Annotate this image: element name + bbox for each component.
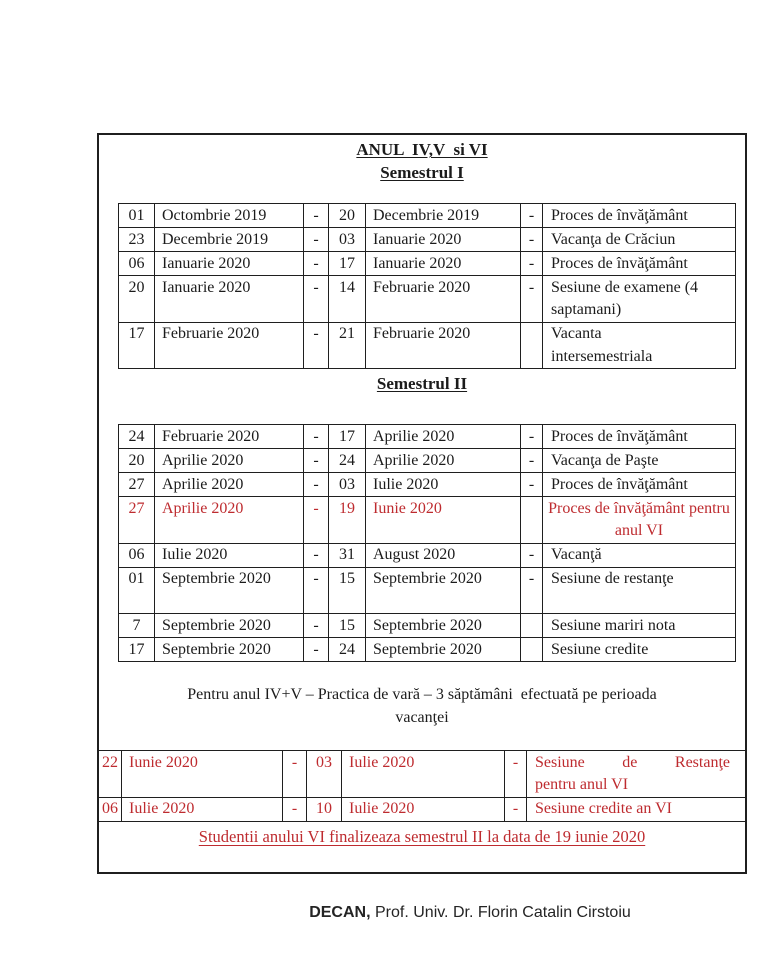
academic-calendar-page [97, 133, 747, 874]
desc-dash-cell: - [521, 473, 543, 496]
semester-1-table [118, 203, 736, 369]
start-month-cell: Aprilie 2020 [155, 473, 304, 496]
range-dash-cell: - [304, 449, 329, 472]
event-description-cell: Proces de învăţământ [551, 427, 688, 445]
start-day-cell: 06 [119, 544, 155, 567]
semester-2-header [99, 369, 745, 424]
end-month-cell: Decembrie 2019 [366, 204, 521, 227]
range-dash-cell: - [304, 228, 329, 251]
desc-dash-cell [521, 323, 543, 369]
end-month-cell: Aprilie 2020 [366, 425, 521, 448]
event-description-line: Sesiune de Restanţe [535, 753, 730, 771]
start-day-cell: 20 [119, 276, 155, 322]
event-description-line: Vacanta [551, 325, 602, 342]
event-description-cell: Sesiune de examene (4 saptamani) [551, 278, 699, 318]
range-dash-cell: - [304, 497, 329, 543]
summer-practice-note [99, 662, 745, 750]
event-description-cell: Sesiune mariri nota [551, 616, 676, 634]
desc-dash-cell: - [505, 751, 527, 797]
end-month-cell: Iulie 2020 [342, 751, 505, 797]
calendar-row [119, 425, 735, 448]
start-day-cell: 06 [119, 252, 155, 275]
range-dash-cell: - [304, 252, 329, 275]
desc-dash-cell [521, 497, 543, 543]
end-month-cell: Februarie 2020 [366, 323, 521, 369]
calendar-row [119, 567, 735, 614]
range-dash-cell: - [304, 614, 329, 637]
end-month-cell: August 2020 [366, 544, 521, 567]
event-description-cell: Sesiune credite [551, 640, 649, 658]
event-description-cell: Sesiune credite an VI [535, 800, 672, 817]
end-month-cell: Ianuarie 2020 [366, 228, 521, 251]
end-day-cell: 17 [329, 425, 366, 448]
calendar-row [119, 613, 735, 637]
desc-dash-cell: - [521, 204, 543, 227]
start-day-cell: 27 [119, 473, 155, 496]
desc-dash-cell [521, 614, 543, 637]
signature-name: Prof. Univ. Dr. Florin Catalin Cirstoiu [375, 904, 631, 921]
page-title: ANUL IV,V si VI [356, 140, 488, 159]
start-day-cell: 22 [99, 751, 122, 797]
desc-dash-cell: - [521, 252, 543, 275]
calendar-row-year6 [99, 797, 745, 821]
year6-final-note-row [99, 821, 745, 873]
start-day-cell: 27 [119, 497, 155, 543]
end-day-cell: 15 [329, 568, 366, 614]
event-description-cell: Vacanţa de Paşte [551, 451, 659, 469]
start-day-cell: 01 [119, 204, 155, 227]
event-description-cell: Proces de învăţământ [551, 254, 688, 272]
year6-final-note: Studentii anului VI finalizeaza semestrul II la data de 19 iunie 2020 [198, 826, 646, 846]
event-description-line: intersemestriala [551, 347, 653, 365]
start-day-cell: 7 [119, 614, 155, 637]
start-month-cell: Februarie 2020 [155, 425, 304, 448]
semester-1-heading: Semestrul I [380, 163, 464, 182]
semester-2-table [118, 424, 736, 662]
desc-dash-cell: - [521, 425, 543, 448]
calendar-row [119, 275, 735, 322]
event-description-cell [543, 323, 735, 369]
start-day-cell: 01 [119, 568, 155, 614]
start-month-cell: Aprilie 2020 [155, 449, 304, 472]
end-day-cell: 19 [329, 497, 366, 543]
start-month-cell: Aprilie 2020 [155, 497, 304, 543]
semester-2-heading: Semestrul II [376, 374, 468, 393]
end-month-cell: Iunie 2020 [366, 497, 521, 543]
end-month-cell: Iulie 2020 [366, 473, 521, 496]
end-day-cell: 24 [329, 638, 366, 661]
start-month-cell: Septembrie 2020 [155, 638, 304, 661]
end-day-cell: 15 [329, 614, 366, 637]
calendar-row [119, 322, 735, 369]
end-day-cell: 20 [329, 204, 366, 227]
start-month-cell: Ianuarie 2020 [155, 276, 304, 322]
end-month-cell: Septembrie 2020 [366, 638, 521, 661]
event-description-cell: Proces de învăţământ pentru anul VI [548, 499, 730, 539]
document-header [99, 135, 745, 203]
desc-dash-cell [521, 638, 543, 661]
start-day-cell: 23 [119, 228, 155, 251]
desc-dash-cell: - [521, 544, 543, 567]
range-dash-cell: - [304, 473, 329, 496]
event-description-cell: Proces de învăţământ [551, 475, 688, 493]
end-day-cell: 03 [329, 473, 366, 496]
range-dash-cell: - [304, 568, 329, 614]
end-day-cell: 14 [329, 276, 366, 322]
note-line: Pentru anul IV+V – Practica de vară – 3 săptămâni efectuată pe perioada [187, 686, 657, 703]
year6-sessions-table [99, 750, 745, 821]
range-dash-cell: - [283, 751, 307, 797]
start-month-cell: Decembrie 2019 [155, 228, 304, 251]
start-month-cell: Octombrie 2019 [155, 204, 304, 227]
start-month-cell: Iunie 2020 [122, 751, 283, 797]
end-day-cell: 21 [329, 323, 366, 369]
range-dash-cell: - [304, 425, 329, 448]
note-line: vacanţei [395, 709, 449, 726]
calendar-row-year6 [119, 496, 735, 543]
start-month-cell: Iulie 2020 [155, 544, 304, 567]
end-day-cell: 31 [329, 544, 366, 567]
desc-dash-cell: - [505, 798, 527, 821]
start-day-cell: 20 [119, 449, 155, 472]
calendar-row [119, 227, 735, 251]
range-dash-cell: - [283, 798, 307, 821]
event-description-cell: Sesiune de restanţe [551, 570, 674, 587]
end-day-cell: 17 [329, 252, 366, 275]
start-month-cell: Ianuarie 2020 [155, 252, 304, 275]
desc-dash-cell: - [521, 228, 543, 251]
start-day-cell: 17 [119, 638, 155, 661]
calendar-row [119, 472, 735, 496]
end-month-cell: Septembrie 2020 [366, 614, 521, 637]
start-month-cell: Septembrie 2020 [155, 614, 304, 637]
range-dash-cell: - [304, 544, 329, 567]
signature-role: DECAN, [309, 904, 371, 921]
start-day-cell: 17 [119, 323, 155, 369]
start-month-cell: Februarie 2020 [155, 323, 304, 369]
desc-dash-cell: - [521, 568, 543, 614]
end-day-cell: 03 [329, 228, 366, 251]
end-month-cell: Aprilie 2020 [366, 449, 521, 472]
start-day-cell: 06 [99, 798, 122, 821]
end-day-cell: 24 [329, 449, 366, 472]
range-dash-cell: - [304, 638, 329, 661]
calendar-row [119, 543, 735, 567]
event-description-cell [527, 751, 745, 797]
calendar-row [119, 637, 735, 661]
range-dash-cell: - [304, 204, 329, 227]
start-day-cell: 24 [119, 425, 155, 448]
end-month-cell: Septembrie 2020 [366, 568, 521, 614]
start-month-cell: Septembrie 2020 [155, 568, 304, 614]
desc-dash-cell: - [521, 276, 543, 322]
start-month-cell: Iulie 2020 [122, 798, 283, 821]
end-month-cell: Februarie 2020 [366, 276, 521, 322]
event-description-cell: Vacanţă [551, 546, 602, 563]
range-dash-cell: - [304, 276, 329, 322]
end-day-cell: 03 [307, 751, 342, 797]
event-description-cell: Proces de învăţământ [551, 206, 688, 224]
end-day-cell: 10 [307, 798, 342, 821]
desc-dash-cell: - [521, 449, 543, 472]
calendar-row-year6 [99, 751, 745, 797]
end-month-cell: Iulie 2020 [342, 798, 505, 821]
event-description-cell: Vacanţa de Crăciun [551, 230, 676, 248]
calendar-row [119, 448, 735, 472]
event-description-line: pentru anul VI [535, 776, 629, 793]
signature-block [305, 900, 635, 926]
calendar-row [119, 251, 735, 275]
range-dash-cell: - [304, 323, 329, 369]
end-month-cell: Ianuarie 2020 [366, 252, 521, 275]
calendar-row [119, 204, 735, 227]
